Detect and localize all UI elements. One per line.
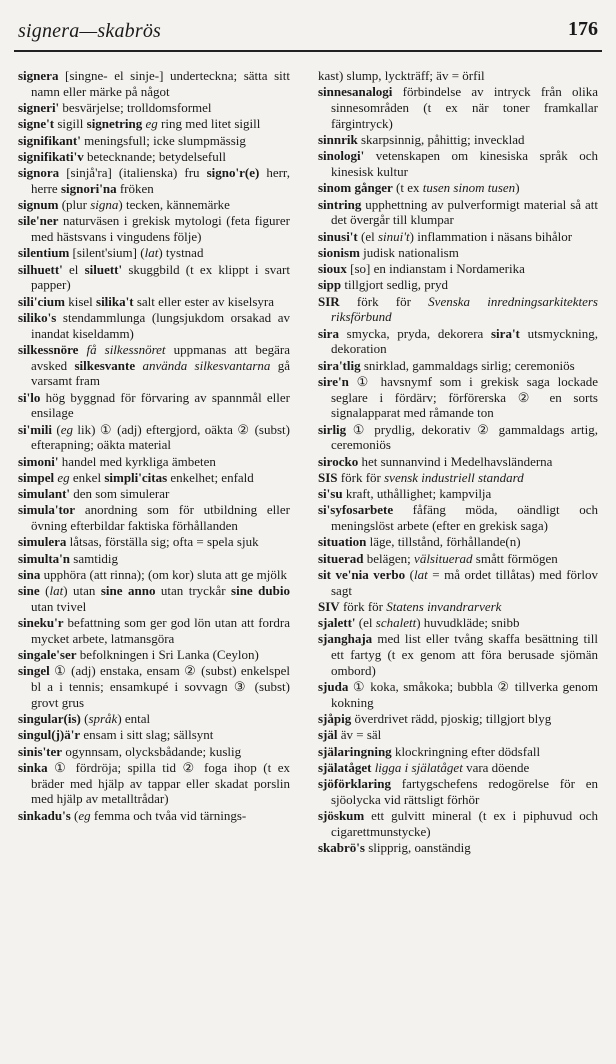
running-head: signera—skabrös xyxy=(18,20,162,42)
dictionary-entry: signora [sinjå'ra] (italienska) fru signo'r(e) herr, herre signori'na fröken xyxy=(18,165,290,196)
dictionary-entry: silhuett' el siluett' skuggbild (t ex klippt i svart papper) xyxy=(18,261,290,293)
dictionary-entry: sioux [so] en indianstam i Nordamerika xyxy=(318,261,525,276)
dictionary-entry: sinnesanalogi förbindelse av intryck från olika sinnesområden (t ex när toner framkallar färgintryck) xyxy=(318,84,598,131)
dictionary-entry: sinka ① fördröja; spilla tid ② foga ihop (t ex bräder med hjälp av tappar eller skadat porslin med hjälp av metalltrådar) xyxy=(18,759,290,807)
dictionary-entry: si'syfosarbete fåfäng möda, oändligt och meningslöst arbete (efter en grekisk saga) xyxy=(318,502,598,533)
dictionary-entry: sinis'ter ogynnsam, olycksbådande; kuslig xyxy=(18,743,242,759)
dictionary-entry: silkessnöre få silkessnöret uppmanas att begära avsked silkesvante använda silkesvantarna gå varsamt fram xyxy=(18,341,291,389)
dictionary-entry: sineku'r befattning som ger god lön utan att fordra mycket arbete, latmansgöra xyxy=(18,615,290,646)
dictionary-entry: sjåpig överdrivet rädd, pjoskig; tillgjort blyg xyxy=(318,711,552,726)
dictionary-entry: sjöförklaring fartygschefens redogörelse för en sjöolycka vid rättsligt förhör xyxy=(318,776,598,807)
left-column xyxy=(18,68,290,824)
dictionary-entry: signera [singne- el sinje-] underteckna; sätta sitt namn eller märke på något xyxy=(18,68,290,99)
dictionary-entry: sinnrik skarpsinnig, påhittig; invecklad xyxy=(318,132,525,147)
header-rule xyxy=(14,50,602,52)
dictionary-entry: sirlig ① prydlig, dekorativ ② gammaldags artig, ceremoniös xyxy=(318,421,598,453)
dictionary-entry: SIR förk för Svenska inredningsarkitekters riksförbund xyxy=(318,293,598,325)
dictionary-entry: singel ① (adj) enstaka, ensam ② (subst) enkelspel bl a i tennis; ensamkupé i sovvagn ③ (subst) grovt grus xyxy=(18,663,290,710)
page-header xyxy=(18,18,598,52)
right-column xyxy=(318,68,598,856)
dictionary-entry: signifikant' meningsfull; icke slumpmässig xyxy=(18,132,246,148)
dictionary-entry: singul(j)ä'r ensam i sitt slag; sällsynt xyxy=(18,727,214,743)
dictionary-entry: sile'ner naturväsen i grekisk mytologi (feta figurer med hästsvans i vingudens följe) xyxy=(18,213,290,244)
dictionary-entry: sinom gånger (t ex tusen sinom tusen) xyxy=(318,180,520,196)
dictionary-entry: SIS förk för svensk industriell standard xyxy=(318,469,524,485)
dictionary-entry: själ äv = säl xyxy=(318,727,382,743)
dictionary-entry: kast) slump, lyckträff; äv = örfil xyxy=(318,68,485,83)
dictionary-entry: si'su kraft, uthållighet; kampvilja xyxy=(318,486,492,501)
dictionary-entry: situation läge, tillstånd, förhållande(n) xyxy=(318,534,521,550)
dictionary-entry: signifikati'v betecknande; betydelsefull xyxy=(18,148,226,164)
dictionary-entry: sjuda ① koka, småkoka; bubbla ② tillverka genom kokning xyxy=(318,679,598,710)
dictionary-entry: sili'cium kisel silika't salt eller ester av kiselsyra xyxy=(18,293,275,309)
dictionary-entry: signe't sigill signetring eg ring med litet sigill xyxy=(18,116,261,132)
dictionary-entry: sina upphöra (att rinna); (om kor) sluta att ge mjölk xyxy=(18,566,287,582)
dictionary-entry: simulant' den som simulerar xyxy=(18,486,170,501)
dictionary-entry: simulta'n samtidig xyxy=(18,550,119,566)
dictionary-entry: si'lo hög byggnad för förvaring av spannmål eller ensilage xyxy=(18,389,290,421)
dictionary-entry: simoni' handel med kyrkliga ämbeten xyxy=(18,453,216,469)
dictionary-entry: sirocko het sunnanvind i Medelhavsländerna xyxy=(318,453,553,469)
dictionary-entry: simpel eg enkel simpli'citas enkelhet; enfald xyxy=(18,469,254,485)
dictionary-entry: sipp tillgjort sedlig, pryd xyxy=(318,277,449,293)
dictionary-entry: sinusi't (el sinui't) inflammation i näsans bihålor xyxy=(318,228,573,244)
dictionary-entry: själatåget ligga i själatåget vara döende xyxy=(318,759,530,775)
dictionary-entry: sira smycka, pryda, dekorera sira't utsmyckning, dekoration xyxy=(318,325,598,357)
dictionary-entry: signum (plur signa) tecken, kännemärke xyxy=(18,197,230,212)
dictionary-entry: sine (lat) utan sine anno utan tryckår sine dubio utan tvivel xyxy=(18,583,290,614)
dictionary-entry: sira'tlig snirklad, gammaldags sirlig; ceremoniös xyxy=(318,357,575,373)
dictionary-entry: silentium [silent'sium] (lat) tystnad xyxy=(18,245,204,261)
dictionary-entry: simula'tor anordning som för utbildning eller övning efterbildar faktiska förhållanden xyxy=(18,502,290,533)
dictionary-entry: singular(is) (språk) ental xyxy=(18,711,151,726)
dictionary-entry: singale'ser befolkningen i Sri Lanka (Ceylon) xyxy=(18,647,259,662)
dictionary-entry: siliko's stendammlunga (lungsjukdom orsakad av inandat kiseldamm) xyxy=(18,309,290,341)
dictionary-entry: situerad belägen; välsituerad smått förmögen xyxy=(318,550,558,566)
dictionary-entry: si'mili (eg lik) ① (adj) eftergjord, oäkta ② (subst) efterapning; oäkta material xyxy=(18,421,290,453)
dictionary-entry: sire'n ① havsnymf som i grekisk saga lockade seglare i fördärv; förförerska ② en sorts signalapparat med råmande ton xyxy=(318,373,598,421)
dictionary-entry: sionism judisk nationalism xyxy=(318,244,459,260)
page-number: 176 xyxy=(568,18,598,40)
dictionary-entry: signeri' besvärjelse; trolldomsformel xyxy=(18,100,212,115)
dictionary-entry: själaringning klockringning efter dödsfall xyxy=(318,743,541,759)
dictionary-entry: sinkadu's (eg femma och tvåa vid tärnings- xyxy=(18,807,247,823)
dictionary-entry: sinologi' vetenskapen om kinesiska språk och kinesisk kultur xyxy=(318,148,598,179)
dictionary-entry: sjalett' (el schalett) huvudkläde; snibb xyxy=(318,615,520,630)
dictionary-entry: skabrö's slipprig, oanständig xyxy=(318,840,471,855)
dictionary-entry: sjöskum ett gulvitt mineral (t ex i piphuvud och cigarettmunstycke) xyxy=(318,808,598,839)
dictionary-entry: sit ve'nia verbo (lat = må ordet tillåtas) med förlov sagt xyxy=(318,566,598,598)
dictionary-entry: simulera låtsas, förställa sig; ofta = spela sjuk xyxy=(18,534,259,550)
dictionary-entry: sjanghaja med list eller tvång skaffa besättning till ett fartyg (t ex genom att föra berusade sjömän ombord) xyxy=(318,631,598,678)
dictionary-entry: SIV förk för Statens invandrarverk xyxy=(318,598,502,614)
dictionary-entry: sintring upphettning av pulverformigt material så att det övergår till klumpar xyxy=(318,196,598,228)
